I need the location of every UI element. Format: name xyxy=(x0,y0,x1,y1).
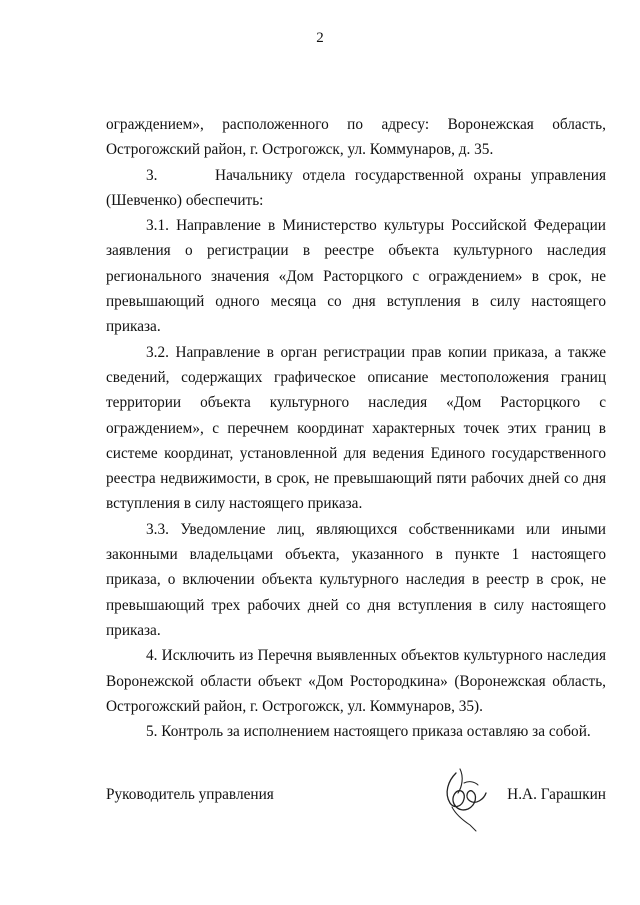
signatory-role: Руководитель управления xyxy=(106,786,274,803)
page-number: 2 xyxy=(316,30,324,46)
paragraph-address-continuation: ограждением», расположенного по адресу: Воронежская область, Острогожский район, г. Острогожск, ул. Коммунаров, д. 35. xyxy=(106,116,606,159)
paragraph-item-3-1: 3.1. Направление в Министерство культуры Российской Федерации заявления о регистрации в реестре объекта культурного наследия регионального значения «Дом Расторцкого с ограждением» в срок, не превышающий одного месяца со дня вступления в силу настоящего приказа. xyxy=(106,217,606,336)
signatory-name: Н.А. Гарашкин xyxy=(507,786,606,803)
document-body xyxy=(106,112,606,744)
paragraph-item-5: 5. Контроль за исполнением настоящего приказа оставляю за собой. xyxy=(146,723,591,741)
paragraph-item-4: 4. Исключить из Перечня выявленных объектов культурного наследия Воронежской области объект «Дом Ростородкина» (Воронежская область, Острогожский район, г. Острогожск, ул. Коммунаров, 35). xyxy=(106,647,606,715)
handwritten-signature xyxy=(434,763,494,833)
paragraph-item-3: 3. Начальнику отдела государственной охраны управления (Шевченко) обеспечить: xyxy=(106,166,606,209)
paragraph-item-3-2: 3.2. Направление в орган регистрации прав копии приказа, а также сведений, содержащих графическое описание местоположения границ территории объекта культурного наследия «Дом Расторцкого с ограждением», с перечнем координат характерных точек этих границ в системе координат, установленной для ведения Единого государственного реестра недвижимости, в срок, не превышающий пяти рабочих дней со дня вступления в силу настоящего приказа. xyxy=(106,343,606,513)
paragraph-item-3-3: 3.3. Уведомление лиц, являющихся собственниками или иными законными владельцами объекта, указанного в пункте 1 настоящего приказа, о включении объекта культурного наследия в реестр в срок, не превышающий трех рабочих дней со дня вступления в силу настоящего приказа. xyxy=(106,520,606,639)
